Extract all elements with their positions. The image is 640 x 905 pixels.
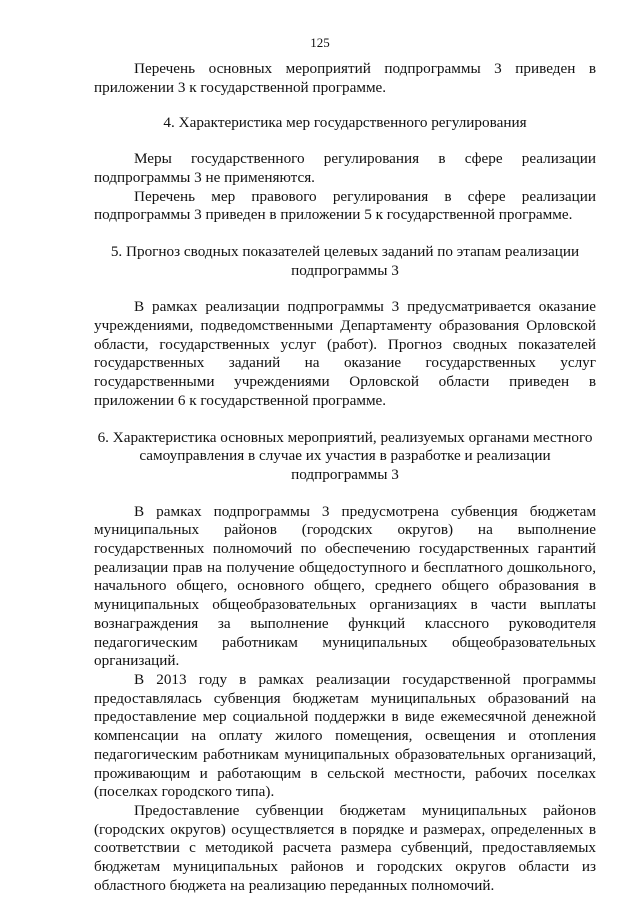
paragraph-regulation-measures: Меры государственного регулирования в сфере реализации подпрограммы 3 не применяются. — [94, 150, 596, 186]
paragraph-measures-list: Перечень основных мероприятий подпрограммы 3 приведен в приложении 3 к государственной программе. — [94, 60, 596, 96]
section-heading-5: 5. Прогноз сводных показателей целевых заданий по этапам реализации подпрограммы 3 — [110, 242, 580, 279]
paragraph-2013: В 2013 году в рамках реализации государственной программы предоставлялась субвенция бюджетам муниципальных образований на предоставление мер социальной поддержки в виде ежемесячной денежной компенсации на оплату жилого помещения, освещения и отопления педагогическим работникам муниципальных образовательных организаций, проживающим и работающим в сельской местности, рабочих поселках (поселках городского типа). — [94, 670, 596, 801]
paragraph-legal-regulation: Перечень мер правового регулирования в сфере реализации подпрограммы 3 приведен в приложении 5 к государственной программе. — [94, 187, 596, 224]
paragraph-subvention-procedure: Предоставление субвенции бюджетам муниципальных районов (городских округов) осуществляется в порядке и размерах, определенных в соответствии с методикой расчета размера субвенций, предоставляемых бюджетам муниципальных районов и городских округов области из областного бюджета на реализацию переданных полномочий. — [94, 801, 596, 894]
document-body — [94, 60, 596, 895]
section-heading-4: 4. Характеристика мер государственного регулирования — [163, 114, 527, 132]
paragraph-subvention: В рамках подпрограммы 3 предусмотрена субвенция бюджетам муниципальных районов (городских округов) на выполнение государственных полномочий по обеспечению государственных гарантий реализации прав на получение общедоступного и бесплатного дошкольного, начального общего, основного общего, среднего общего образования в муниципальных общеобразовательных организациях в части выплаты вознаграждения за выполнение функций классного руководителя педагогическим работникам муниципальных общеобразовательных организаций. — [94, 502, 596, 670]
page-number: 125 — [310, 35, 330, 50]
paragraph-forecast: В рамках реализации подпрограммы 3 предусматривается оказание учреждениями, подведомственными Департаменту образования Орловской области, государственных услуг (работ). Прогноз сводных показателей государственных заданий на оказание государственных услуг государственными учреждениями Орловской области приведен в приложении 6 к государственной программе. — [94, 298, 596, 409]
section-heading-6: 6. Характеристика основных мероприятий, реализуемых органами местного самоуправления в случае их участия в разработке и реализации подпрограммы 3 — [97, 428, 593, 483]
